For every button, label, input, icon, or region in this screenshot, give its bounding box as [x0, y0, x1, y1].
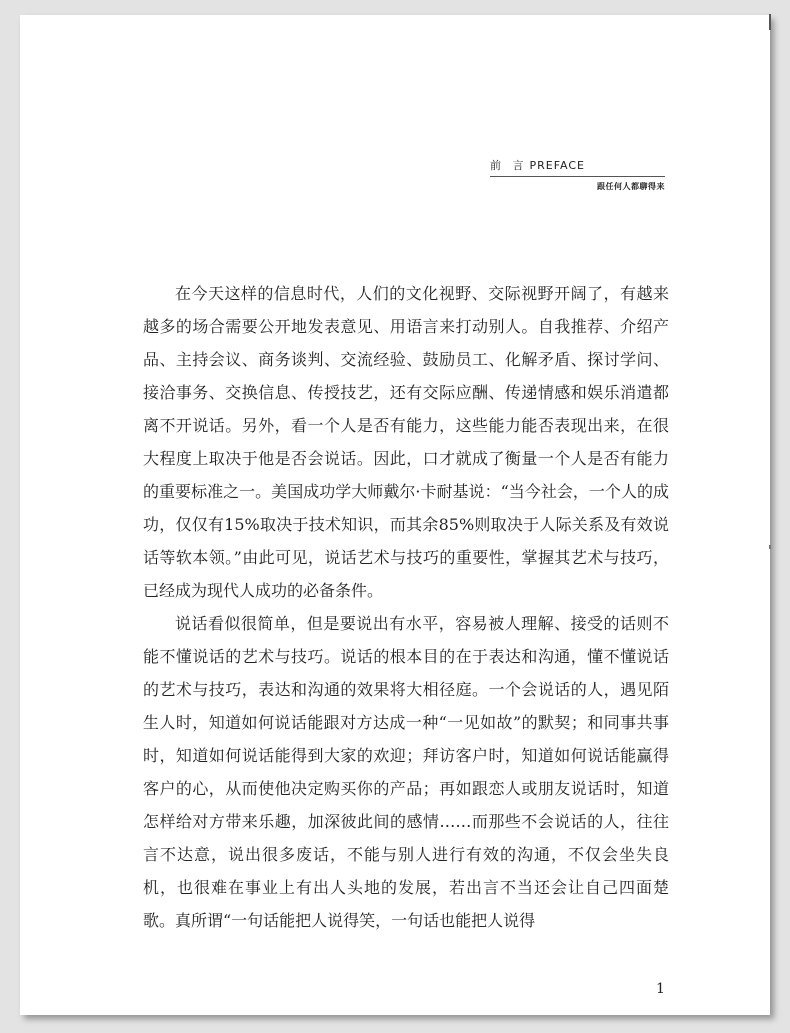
- chapter-title: [490, 157, 665, 177]
- page-side-mark: [769, 545, 771, 549]
- chapter-subtitle: 跟任何人都聊得来: [597, 182, 665, 191]
- chapter-title-en: PREFACE: [529, 159, 586, 172]
- chapter-title-cn: 前 言: [490, 159, 528, 172]
- paragraph-1: 在今天这样的信息时代，人们的文化视野、交际视野开阔了，有越来越多的场合需要公开地发表意见、用语言来打动别人。自我推荐、介绍产品、主持会议、商务谈判、交流经验、鼓励员工、化解矛盾、探讨学问、接洽事务、交换信息、传授技艺，还有交际应酬、传递情感和娱乐消遣都离不开说话。另外，看一个人是否有能力，这些能力能否表现出来，在很大程度上取决于他是否会说话。因此，口才就成了衡量一个人是否有能力的重要标准之一。美国成功学大师戴尔·卡耐基说：“当今社会，一个人的成功，仅仅有15%取决于技术知识，而其余85%则取决于人际关系及有效说话等软本领。”由此可见，说话艺术与技巧的重要性，掌握其艺术与技巧，已经成为现代人成功的必备条件。: [143, 284, 669, 600]
- chapter-header: [490, 157, 665, 192]
- page-edge-mark: [769, 14, 771, 30]
- paragraph-2: 说话看似很简单，但是要说出有水平，容易被人理解、接受的话则不能不懂说话的艺术与技巧。说话的根本目的在于表达和沟通，懂不懂说话的艺术与技巧，表达和沟通的效果将大相径庭。一个会说话的人，遇见陌生人时，知道如何说话能跟对方达成一种“一见如故”的默契；和同事共事时，知道如何说话能得到大家的欢迎；拜访客户时，知道如何说话能赢得客户的心，从而使他决定购买你的产品；再如跟恋人或朋友说话时，知道怎样给对方带来乐趣，加深彼此间的感情……而那些不会说话的人，往往言不达意，说出很多废话，不能与别人进行有效的沟通，不仅会坐失良机，也很难在事业上有出人头地的发展，若出言不当还会让自己四面楚歌。真所谓“一句话能把人说得笑，一句话也能把人说得: [143, 614, 669, 930]
- body-text: [143, 277, 669, 937]
- document-page: [20, 15, 770, 1015]
- page-number: 1: [656, 981, 665, 997]
